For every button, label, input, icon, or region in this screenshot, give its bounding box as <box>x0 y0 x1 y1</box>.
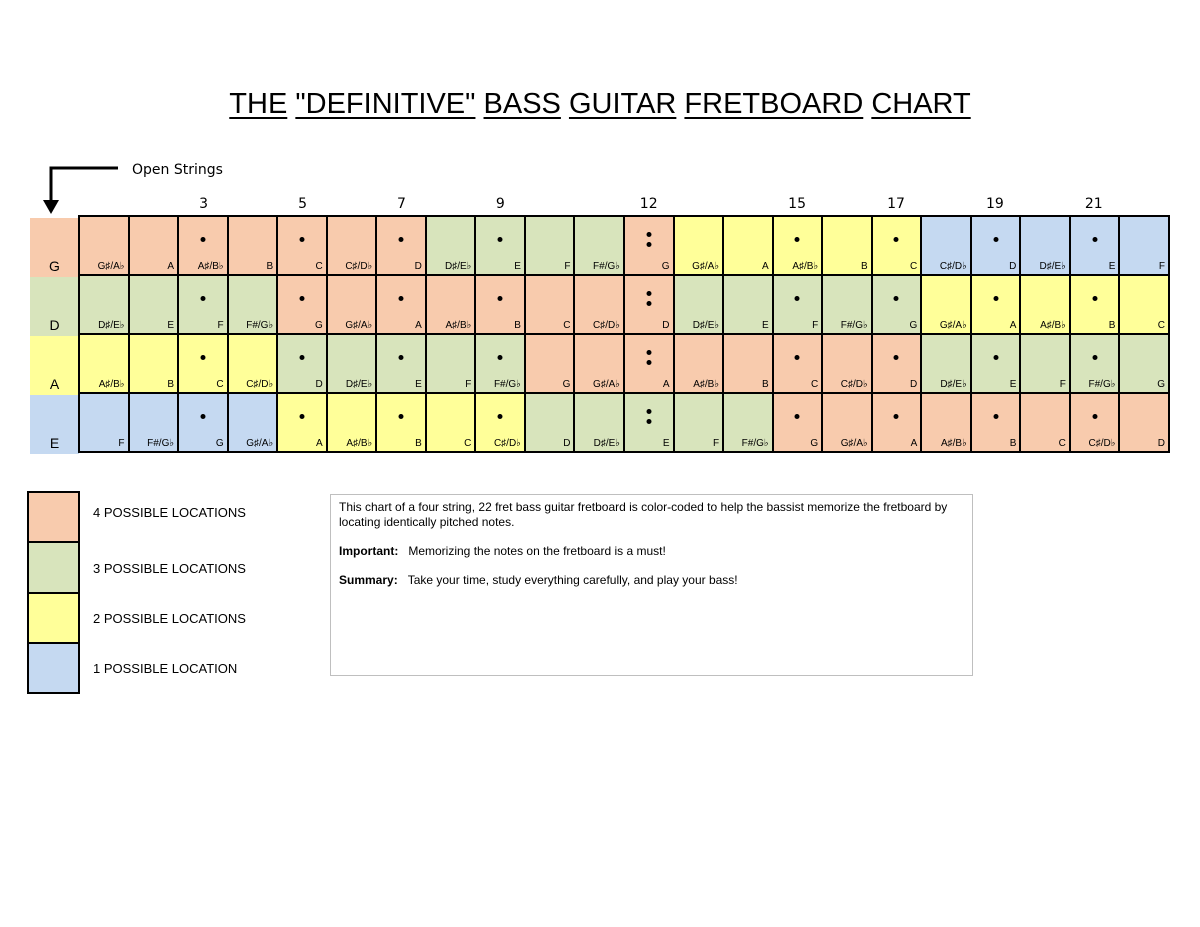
fret-inlay-dot-icon <box>894 296 899 301</box>
fret-cell <box>823 335 871 392</box>
page-title <box>0 88 1200 121</box>
note-label: E <box>415 379 422 390</box>
fret-number: 9 <box>495 196 505 212</box>
fret-cell <box>823 276 871 333</box>
fret-cell <box>526 394 574 451</box>
note-label: C♯/D♭ <box>1088 438 1116 449</box>
fret-inlay-dot-icon <box>795 237 800 242</box>
fret-number: 7 <box>396 196 406 212</box>
legend-label: 4 POSSIBLE LOCATIONS <box>93 505 246 520</box>
fret-cell <box>774 217 822 274</box>
note-label: D♯/E♭ <box>98 320 125 331</box>
fret-cell <box>1120 276 1168 333</box>
fret-cell <box>625 217 673 274</box>
fret-cell <box>130 217 178 274</box>
fret-inlay-dot-icon <box>646 232 651 237</box>
fret-number: 3 <box>199 196 209 212</box>
fret-inlay-dot-icon <box>993 296 998 301</box>
fret-cell <box>823 394 871 451</box>
fret-cell <box>1120 394 1168 451</box>
note-label: C <box>910 261 918 272</box>
note-label: C <box>216 379 224 390</box>
note-label: A♯/B♭ <box>197 261 224 272</box>
note-label: G <box>909 320 918 331</box>
fret-inlay-dot-icon <box>993 237 998 242</box>
fret-inlay-dot-icon <box>795 414 800 419</box>
note-label: C <box>464 438 472 449</box>
note-label: F <box>812 320 819 331</box>
fret-cell <box>229 217 277 274</box>
legend-swatch <box>29 644 78 692</box>
note-label: F#/G♭ <box>840 320 868 331</box>
fret-cell <box>377 217 425 274</box>
fret-cell <box>427 217 475 274</box>
note-label: A <box>761 261 769 272</box>
note-label: E <box>761 320 769 331</box>
legend-label: 3 POSSIBLE LOCATIONS <box>93 561 246 576</box>
fret-cell <box>575 276 623 333</box>
legend-swatch <box>29 543 78 591</box>
fret-cell <box>328 276 376 333</box>
open-string-A: A <box>30 336 79 395</box>
note-label: F <box>465 379 472 390</box>
fret-cell <box>80 335 128 392</box>
fret-cell <box>179 276 227 333</box>
fret-inlay-dot-icon <box>399 237 404 242</box>
fret-number: 21 <box>1084 196 1103 212</box>
note-label: G <box>215 438 224 449</box>
fret-inlay-dot-icon <box>1092 237 1097 242</box>
fret-inlay-dot-icon <box>299 237 304 242</box>
fret-cell <box>922 276 970 333</box>
legend-label: 2 POSSIBLE LOCATIONS <box>93 611 246 626</box>
note-label: F <box>1059 379 1066 390</box>
fret-inlay-dot-icon <box>993 414 998 419</box>
note-label: A♯/B♭ <box>445 320 472 331</box>
note-label: C♯/D♭ <box>593 320 620 331</box>
note-label: F#/G♭ <box>741 438 769 449</box>
note-label: G♯/A♭ <box>246 438 274 449</box>
note-label: A♯/B♭ <box>346 438 373 449</box>
note-label: B <box>761 379 769 390</box>
fret-cell <box>328 394 376 451</box>
note-label: D <box>1009 261 1017 272</box>
fret-number: 17 <box>887 196 905 212</box>
fret-cell <box>823 217 871 274</box>
note-label: F#/G♭ <box>593 261 620 272</box>
fret-cell <box>229 335 277 392</box>
fretboard-grid <box>78 215 1170 453</box>
note-label: G♯/A♭ <box>345 320 373 331</box>
fret-inlay-dot-icon <box>498 414 503 419</box>
fret-inlay-dot-icon <box>299 414 304 419</box>
fret-cell <box>575 335 623 392</box>
fret-cell <box>179 394 227 451</box>
fret-cell <box>476 276 524 333</box>
note-label: A♯/B♭ <box>940 438 967 449</box>
fret-number: 19 <box>985 196 1004 212</box>
fret-cell <box>774 394 822 451</box>
note-label: D♯/E♭ <box>444 261 472 272</box>
legend-swatch <box>29 594 78 642</box>
title-word: THE <box>229 88 288 120</box>
note-label: F#/G♭ <box>246 320 274 331</box>
fret-cell <box>278 335 326 392</box>
note-label: C <box>315 261 323 272</box>
note-label: E <box>1108 261 1116 272</box>
note-label: E <box>514 261 521 272</box>
note-label: G <box>810 438 819 449</box>
note-label: B <box>415 438 422 449</box>
note-label: A♯/B♭ <box>1040 320 1066 331</box>
note-label: B <box>266 261 274 272</box>
fret-cell <box>675 394 723 451</box>
fret-cell <box>229 276 277 333</box>
fret-inlay-dot-icon <box>993 355 998 360</box>
fret-inlay-dot-icon <box>200 296 205 301</box>
fret-inlay-dot-icon <box>646 301 651 306</box>
fret-cell <box>476 335 524 392</box>
fret-cell <box>229 394 277 451</box>
fret-inlay-dot-icon <box>646 350 651 355</box>
fret-cell <box>427 335 475 392</box>
fret-inlay-dot-icon <box>795 355 800 360</box>
note-label: C♯/D♭ <box>345 261 373 272</box>
open-strings-arrow-icon <box>40 160 120 216</box>
fret-cell <box>377 276 425 333</box>
fret-inlay-dot-icon <box>399 355 404 360</box>
fret-cell <box>972 276 1020 333</box>
fret-cell <box>179 217 227 274</box>
note-label: G <box>661 261 670 272</box>
note-label: G♯/A♭ <box>692 261 720 272</box>
fret-inlay-dot-icon <box>646 419 651 424</box>
note-label: B <box>861 261 868 272</box>
note-label: C <box>563 320 571 331</box>
note-label: F <box>217 320 224 331</box>
fret-cell <box>625 335 673 392</box>
fret-cell <box>526 217 574 274</box>
fret-inlay-dot-icon <box>399 296 404 301</box>
legend-label: 1 POSSIBLE LOCATION <box>93 661 238 676</box>
fret-inlay-dot-icon <box>894 355 899 360</box>
note-label: F <box>564 261 571 272</box>
fret-cell <box>130 276 178 333</box>
fret-inlay-dot-icon <box>1092 296 1097 301</box>
note-label: E <box>167 320 175 331</box>
fret-cell <box>1071 276 1119 333</box>
info-summary: Summary: Take your time, study everything carefully, and play your bass! <box>339 573 738 587</box>
note-label: D♯/E♭ <box>345 379 373 390</box>
fret-cell <box>922 217 970 274</box>
note-label: D <box>563 438 571 449</box>
note-label: A♯/B♭ <box>792 261 819 272</box>
title-word: GUITAR <box>568 88 677 120</box>
fret-cell <box>377 335 425 392</box>
note-label: F <box>118 438 125 449</box>
fret-inlay-dot-icon <box>399 414 404 419</box>
fret-inlay-dot-icon <box>646 291 651 296</box>
fret-cell <box>675 217 723 274</box>
note-label: D <box>315 379 323 390</box>
note-label: D♯/E♭ <box>1039 261 1066 272</box>
fret-cell <box>1021 217 1069 274</box>
fret-inlay-dot-icon <box>1092 355 1097 360</box>
note-label: G <box>562 379 571 390</box>
note-label: D <box>662 320 670 331</box>
note-label: G <box>314 320 323 331</box>
fret-cell <box>1120 335 1168 392</box>
fret-cell <box>774 276 822 333</box>
fret-inlay-dot-icon <box>299 355 304 360</box>
note-label: E <box>662 438 670 449</box>
note-label: F#/G♭ <box>147 438 175 449</box>
fret-cell <box>1021 394 1069 451</box>
note-label: D <box>1157 438 1165 449</box>
fret-cell <box>427 394 475 451</box>
note-label: C♯/D♭ <box>493 438 521 449</box>
fret-cell <box>873 217 921 274</box>
fret-cell <box>972 217 1020 274</box>
fret-cell <box>179 335 227 392</box>
note-label: B <box>167 379 175 390</box>
note-label: F <box>1158 261 1165 272</box>
fret-cell <box>377 394 425 451</box>
title-word: FRETBOARD <box>684 88 864 120</box>
fret-cell <box>873 276 921 333</box>
fret-inlay-dot-icon <box>894 414 899 419</box>
fret-cell <box>278 217 326 274</box>
open-strings-label: Open Strings <box>132 162 223 178</box>
note-label: G <box>1157 379 1165 390</box>
fret-cell <box>278 276 326 333</box>
fret-cell <box>526 335 574 392</box>
fret-cell <box>575 394 623 451</box>
fret-cell <box>1071 335 1119 392</box>
fret-cell <box>278 394 326 451</box>
note-label: B <box>1009 438 1017 449</box>
note-label: D♯/E♭ <box>940 379 967 390</box>
note-label: E <box>1009 379 1017 390</box>
fret-inlay-dot-icon <box>498 296 503 301</box>
note-label: C♯/D♭ <box>840 379 868 390</box>
fret-cell <box>526 276 574 333</box>
fret-cell <box>873 335 921 392</box>
fret-cell <box>130 394 178 451</box>
note-label: A <box>167 261 175 272</box>
note-label: C <box>1058 438 1066 449</box>
info-intro: This chart of a four string, 22 fret bass guitar fretboard is color-coded to help the bassist memorize the fretboard by locating identically pitched notes. <box>339 500 948 529</box>
fret-cell <box>130 335 178 392</box>
fret-cell <box>724 217 772 274</box>
note-label: B <box>514 320 521 331</box>
note-label: A♯/B♭ <box>693 379 720 390</box>
fret-inlay-dot-icon <box>498 355 503 360</box>
fret-cell <box>724 276 772 333</box>
note-label: D♯/E♭ <box>593 438 620 449</box>
note-label: A <box>316 438 323 449</box>
fret-cell <box>675 335 723 392</box>
fret-cell <box>1071 217 1119 274</box>
fret-cell <box>972 335 1020 392</box>
note-label: G♯/A♭ <box>939 320 967 331</box>
open-string-D: D <box>30 277 79 336</box>
title-word: CHART <box>871 88 971 120</box>
note-label: F#/G♭ <box>493 379 521 390</box>
open-string-G: G <box>30 218 79 277</box>
note-label: D♯/E♭ <box>692 320 720 331</box>
info-textbox <box>330 494 973 676</box>
info-important: Important: Memorizing the notes on the fretboard is a must! <box>339 544 666 558</box>
note-label: A♯/B♭ <box>98 379 125 390</box>
title-word: "DEFINITIVE" <box>295 88 476 120</box>
fret-inlay-dot-icon <box>200 237 205 242</box>
fret-inlay-dot-icon <box>498 237 503 242</box>
note-label: G♯/A♭ <box>593 379 620 390</box>
fret-cell <box>675 276 723 333</box>
fret-number: 12 <box>639 196 658 212</box>
fret-cell <box>476 217 524 274</box>
fret-inlay-dot-icon <box>200 355 205 360</box>
note-label: F <box>712 438 720 449</box>
fret-cell <box>476 394 524 451</box>
note-label: A <box>415 320 422 331</box>
fret-cell <box>328 217 376 274</box>
fret-number: 15 <box>788 196 806 212</box>
fret-cell <box>873 394 921 451</box>
fret-cell <box>80 394 128 451</box>
fret-number: 5 <box>298 196 307 212</box>
note-label: D <box>414 261 422 272</box>
note-label: C♯/D♭ <box>246 379 274 390</box>
note-label: G♯/A♭ <box>840 438 868 449</box>
fret-cell <box>328 335 376 392</box>
fret-inlay-dot-icon <box>646 242 651 247</box>
note-label: F#/G♭ <box>1088 379 1116 390</box>
legend-swatches <box>27 491 80 694</box>
fret-cell <box>1120 217 1168 274</box>
fret-inlay-dot-icon <box>299 296 304 301</box>
fret-inlay-dot-icon <box>1092 414 1097 419</box>
title-word: BASS <box>483 88 561 120</box>
fret-inlay-dot-icon <box>200 414 205 419</box>
fret-cell <box>80 217 128 274</box>
fret-cell <box>427 276 475 333</box>
note-label: A <box>910 438 918 449</box>
note-label: C <box>810 379 819 390</box>
note-label: G♯/A♭ <box>97 261 125 272</box>
fret-cell <box>972 394 1020 451</box>
note-label: C <box>1157 320 1165 331</box>
fret-cell <box>625 276 673 333</box>
fret-cell <box>774 335 822 392</box>
note-label: D <box>910 379 918 390</box>
legend-swatch <box>29 493 78 541</box>
fret-cell <box>625 394 673 451</box>
note-label: A <box>1009 320 1017 331</box>
fret-cell <box>922 394 970 451</box>
fret-cell <box>575 217 623 274</box>
fret-cell <box>922 335 970 392</box>
fret-cell <box>724 394 772 451</box>
note-label: C♯/D♭ <box>939 261 967 272</box>
fret-cell <box>1021 335 1069 392</box>
fret-cell <box>80 276 128 333</box>
note-label: B <box>1108 320 1116 331</box>
open-string-E: E <box>30 395 79 454</box>
fret-inlay-dot-icon <box>795 296 800 301</box>
fret-inlay-dot-icon <box>646 360 651 365</box>
fret-inlay-dot-icon <box>894 237 899 242</box>
fret-inlay-dot-icon <box>646 409 651 414</box>
fret-cell <box>1021 276 1069 333</box>
fret-cell <box>1071 394 1119 451</box>
fret-cell <box>724 335 772 392</box>
note-label: A <box>662 379 670 390</box>
